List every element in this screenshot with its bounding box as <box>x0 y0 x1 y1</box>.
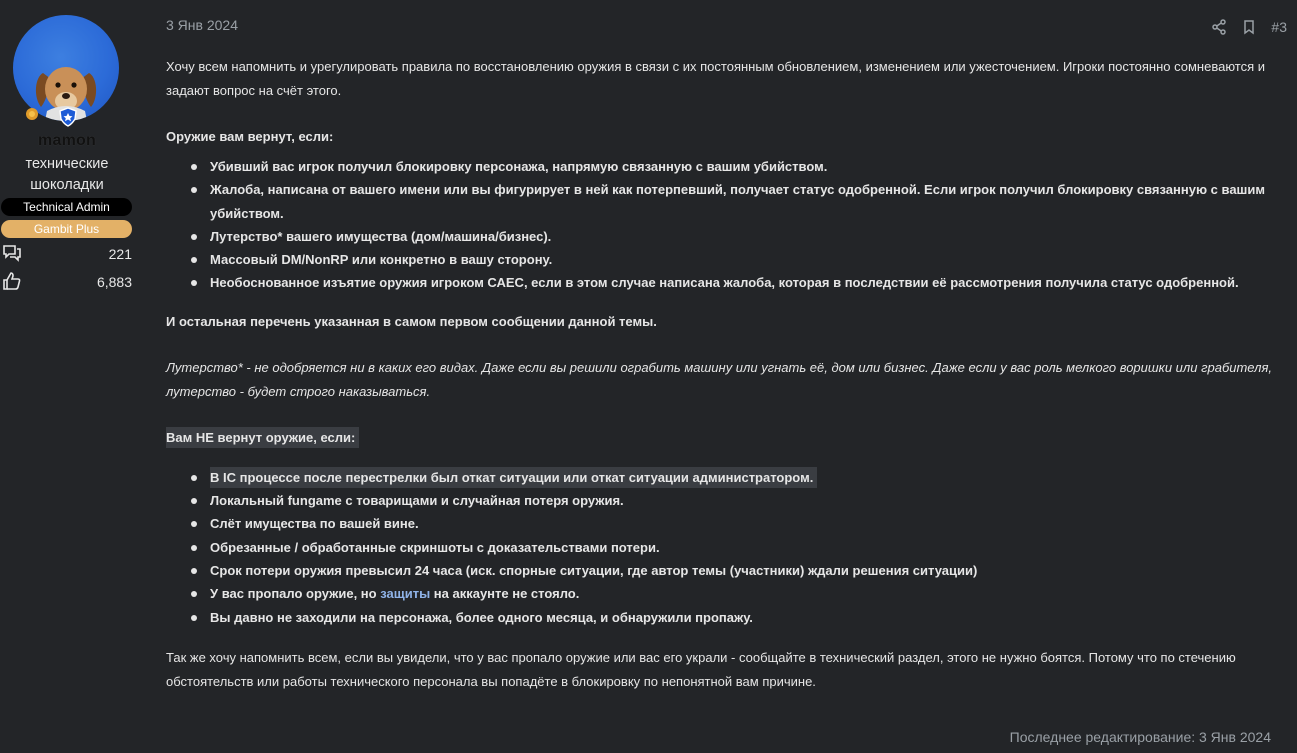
noreturn-heading-text: Вам НЕ вернут оружие, если: <box>166 427 359 448</box>
list-item: Массовый DM/NonRP или конкретно в вашу сторону. <box>166 248 1286 271</box>
post-date[interactable]: 3 Янв 2024 <box>166 17 238 33</box>
closing-paragraph: Так же хочу напомнить всем, если вы увидели, что у вас пропало оружие или вас его украли - сообщайте в технический раздел, этого не нужно боятся. Потому что по стечению обстоятельств или работы технического персонала вы попадёте в блокировку по непонятной вам причине. <box>166 649 1236 689</box>
post-number[interactable]: #3 <box>1271 19 1287 35</box>
list-item: Локальный fungame с товарищами и случайная потеря оружия. <box>166 489 1286 512</box>
item-text-after: на аккаунте не стояло. <box>430 586 580 602</box>
list-item: Срок потери оружия превысил 24 часа (иск. спорные ситуации, где автор темы (участники) ждали решения ситуации) <box>166 559 1286 582</box>
share-icon[interactable] <box>1211 19 1227 35</box>
looting-note: Лутерство* - не одобряется ни в каких его видах. Даже если вы решили ограбить машину или угнать её, дом или бизнес. Даже если у вас роль мелкого воришки или грабителя, лутерство - будет строго наказываться. <box>166 359 1272 399</box>
messages-count: 221 <box>108 246 132 262</box>
list-item: Слёт имущества по вашей вине. <box>166 512 1286 535</box>
list-item <box>166 582 1286 605</box>
reactions-count: 6,883 <box>96 274 132 290</box>
intro-paragraph: Хочу всем напомнить и урегулировать правила по восстановлению оружия в связи с их постоянным обновлением, изменением или ужесточением. Игроки постоянно сомневаются и задают вопрос на счёт этого. <box>166 59 1266 98</box>
badge-gambit-plus: Gambit Plus <box>1 220 132 238</box>
highlighted-text: В IC процессе после перестрелки был откат ситуации или откат ситуации администратором. <box>210 467 817 488</box>
user-title: технические шоколадки <box>25 156 109 193</box>
list-item: Жалоба, написана от вашего имени или вы фигурирует в ней как потерпевший, получает статус одобренной. Если игрок получил блокировку связанную с вашим убийством. <box>166 178 1286 225</box>
post-body <box>166 55 1286 694</box>
list-item <box>166 466 1286 489</box>
item-text-before: У вас пропало оружие, но <box>210 586 381 602</box>
post-actions <box>1211 17 1287 37</box>
return-list <box>166 155 1286 295</box>
list-item: Необоснованное изъятие оружия игроком САЕС, если в этом случае написана жалоба, которая в последствии её рассмотрения получила статус одобренной. <box>166 271 1286 294</box>
list-item: Обрезанные / обработанные скриншоты с доказательствами потери. <box>166 536 1286 559</box>
list-item: Убивший вас игрок получил блокировку персонажа, напрямую связанную с вашим убийством. <box>166 155 1286 178</box>
bookmark-icon[interactable] <box>1241 19 1257 35</box>
rest-note: И остальная перечень указанная в самом первом сообщении данной темы. <box>166 313 657 329</box>
messages-icon <box>2 243 22 263</box>
reactions-stat[interactable] <box>0 271 134 293</box>
avatar[interactable] <box>13 15 121 123</box>
return-heading: Оружие вам вернут, если: <box>166 129 334 144</box>
noreturn-heading <box>166 426 1286 450</box>
badge-technical-admin: Technical Admin <box>1 198 132 216</box>
messages-stat[interactable] <box>0 243 134 265</box>
dog-avatar-icon <box>13 15 119 121</box>
medal-icon <box>25 107 39 121</box>
thumbs-up-icon <box>2 271 22 291</box>
noreturn-list <box>166 466 1286 629</box>
protection-link[interactable]: защиты <box>380 586 431 602</box>
list-item: Вы давно не заходили на персонажа, более одного месяца, и обнаружили пропажу. <box>166 606 1286 629</box>
avatar-image <box>13 15 119 121</box>
last-edited: Последнее редактирование: 3 Янв 2024 <box>1009 729 1271 745</box>
shield-badge-icon <box>58 107 78 127</box>
username[interactable]: mamon <box>38 132 96 149</box>
list-item: Лутерство* вашего имущества (дом/машина/бизнес). <box>166 225 1286 248</box>
